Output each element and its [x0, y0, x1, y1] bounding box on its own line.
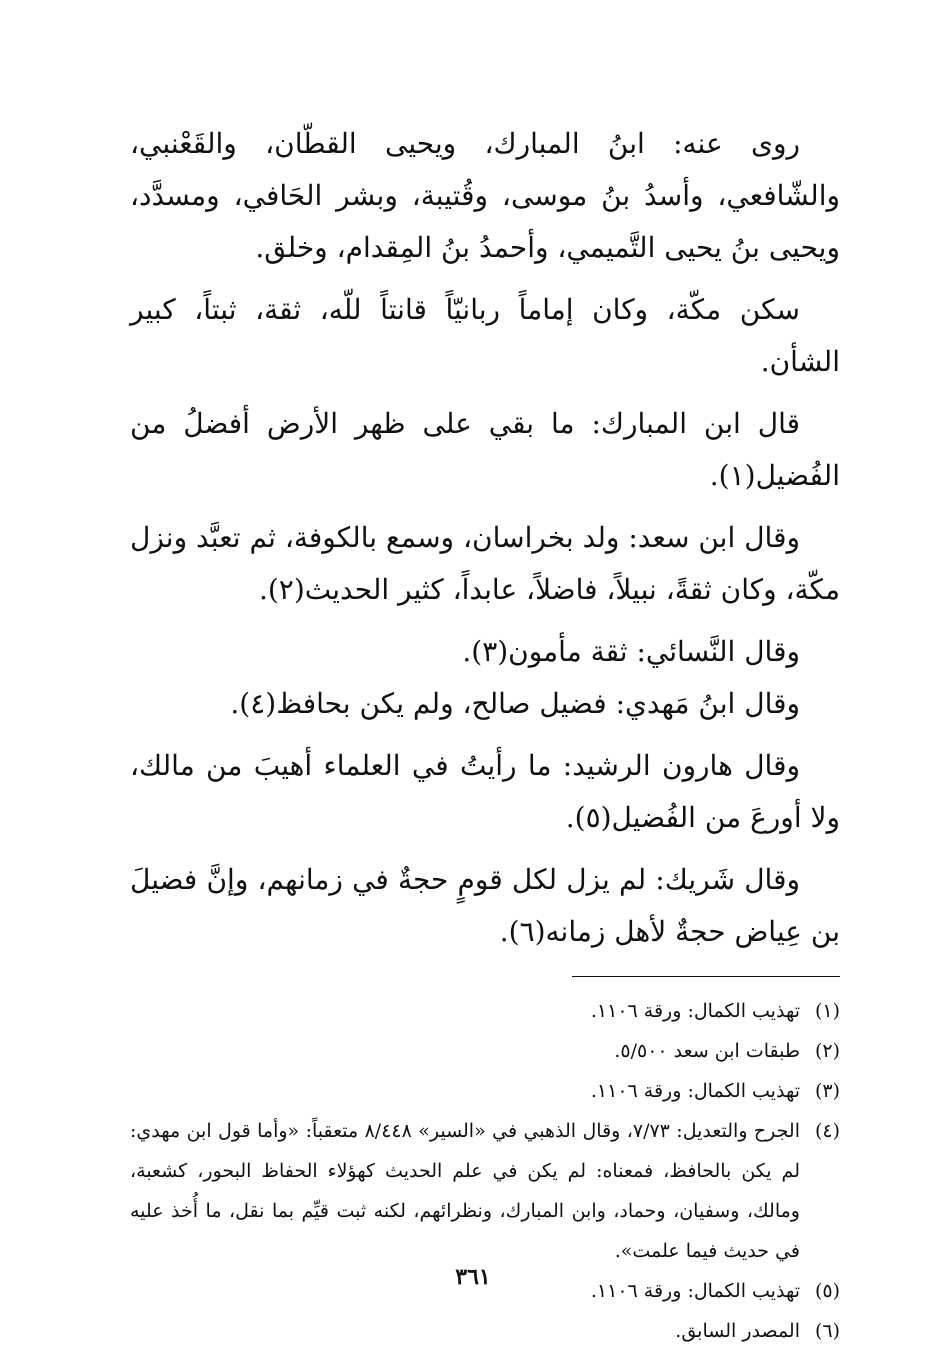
paragraph-ibn-mubarak: قال ابن المبارك: ما بقي على ظهر الأرض أفضلُ من الفُضيل(١).	[130, 407, 840, 492]
footnote-number: (١)	[814, 1000, 840, 1022]
footnote-item	[130, 991, 840, 1031]
footnote-text: تهذيب الكمال: ورقة ١١٠٦.	[590, 1280, 800, 1302]
paragraph-narrators: روى عنه: ابنُ المبارك، ويحيى القطّان، والقَعْنبي، والشّافعي، وأسدُ بنُ موسى، وقُتيبة، وبشر الحَافي، ومسدَّد، ويحيى بنُ يحيى التَّميمي، وأحمدُ بنُ المِقدام، وخلق.	[130, 127, 840, 264]
footnote-text: المصدر السابق.	[675, 1320, 800, 1342]
footnote-text: تهذيب الكمال: ورقة ١١٠٦.	[590, 1080, 800, 1102]
footnote-item	[130, 1111, 840, 1271]
footnote-number: (٦)	[814, 1320, 840, 1342]
footnote-text: الجرح والتعديل: ٧/٧٣، وقال الذهبي في «السير» ٨/٤٤٨ متعقباً: «وأما قول ابن مهدي: لم يكن بالحافظ، فمعناه: لم يكن في علم الحديث كهؤلاء الحفاظ البحور، كشعبة، ومالك، وسفيان، وحماد، وابن المبارك، ونظرائهم، لكنه ثبت قيِّم بما نقل، ما أُخذ عليه في حديث فيما علمت».	[130, 1120, 800, 1262]
footnote-number: (٣)	[814, 1080, 840, 1102]
footnote-item	[130, 1311, 840, 1351]
footnote-divider	[572, 976, 840, 977]
paragraph-ibn-mahdi: وقال ابنُ مَهدي: فضيل صالح، ولم يكن بحافظ(٤).	[230, 687, 800, 720]
page-body	[130, 118, 840, 1351]
paragraph-harun-rashid: وقال هارون الرشيد: ما رأيتُ في العلماء أهيبَ من مالك، ولا أورعَ من الفُضيل(٥).	[130, 749, 840, 834]
paragraph-ibn-saad: وقال ابن سعد: ولد بخراسان، وسمع بالكوفة، ثم تعبَّد ونزل مكّة، وكان ثقةً، نبيلاً، فاضلاً، عابداً، كثير الحديث(٢).	[130, 521, 840, 606]
footnote-text: طبقات ابن سعد ٥/٥٠٠.	[614, 1040, 800, 1062]
footnote-number: (٥)	[814, 1280, 840, 1302]
footnote-number: (٤)	[814, 1120, 840, 1142]
paragraph-residence: سكن مكّة، وكان إماماً ربانيّاً قانتاً للّه، ثقة، ثبتاً، كبير الشأن.	[130, 293, 840, 378]
page-number: ٣٦١	[455, 1264, 491, 1290]
paragraph-nasai: وقال النَّسائي: ثقة مأمون(٣).	[462, 635, 800, 668]
paragraph-sharik: وقال شَريك: لم يزل لكل قومٍ حجةٌ في زمانهم، وإنَّ فضيلَ بن عِياض حجةٌ لأهل زمانه(٦).	[130, 863, 840, 948]
footnote-item	[130, 1031, 840, 1071]
footnote-text: تهذيب الكمال: ورقة ١١٠٦.	[590, 1000, 800, 1022]
footnotes	[130, 991, 840, 1351]
footnote-item	[130, 1071, 840, 1111]
footnote-number: (٢)	[814, 1040, 840, 1062]
